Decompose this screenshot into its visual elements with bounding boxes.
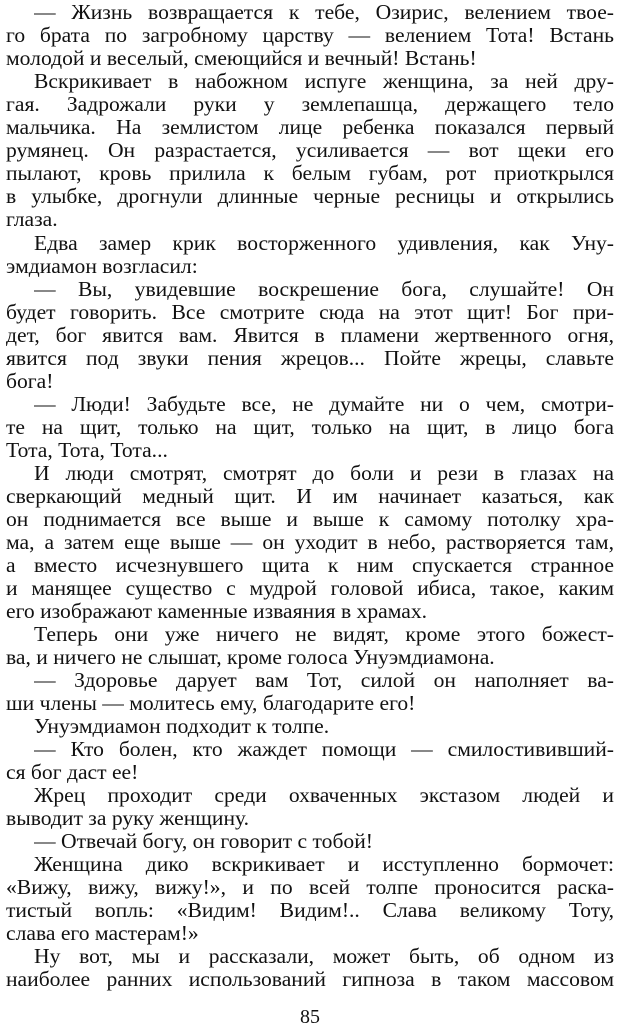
- text-line: тистый вопль: «Видим! Видим!.. Слава великому Тоту,: [6, 898, 614, 922]
- text-line: — Отвечай богу, он говорит с тобой!: [34, 829, 373, 853]
- text-line: Едва замер крик восторженного удивления, как Уну-: [34, 231, 614, 255]
- text-line: Женщина дико вскрикивает и исступленно бормочет:: [34, 852, 614, 876]
- text-line: — Кто болен, кто жаждет помощи — смилостививший-: [34, 737, 614, 761]
- text-line: пылают, кровь прилила к белым губам, рот приоткрылся: [6, 161, 614, 185]
- text-line: Тота, Тота, Тота...: [6, 438, 168, 462]
- text-line: ся бог даст ее!: [6, 760, 139, 784]
- text-line: он поднимается все выше и выше к самому потолку хра-: [6, 507, 614, 531]
- text-line: — Люди! Забудьте все, не думайте ни о чем, смотри-: [34, 392, 614, 416]
- text-line: ши члены — молитесь ему, благодарите его!: [6, 691, 416, 715]
- text-line: сверкающий медный щит. И им начинает казаться, как: [6, 484, 614, 508]
- text-line: мальчика. На землистом лице ребенка показался первый: [6, 115, 614, 139]
- text-line: слава его мастерам!»: [6, 921, 199, 945]
- text-line: — Вы, увидевшие воскрешение бога, слушайте! Он: [34, 277, 614, 301]
- text-line: молодой и веселый, смеющийся и вечный! Встань!: [6, 46, 477, 70]
- text-line: ва, и ничего не слышат, кроме голоса Унуэмдиамона.: [6, 645, 495, 669]
- text-line: Вскрикивает в набожном испуге женщина, за ней дру-: [34, 69, 614, 93]
- text-line: Унуэмдиамон подходит к толпе.: [34, 714, 330, 738]
- text-line: Жрец проходит среди охваченных экстазом людей и: [34, 783, 614, 807]
- text-line: те на щит, только на щит, только на щит, в лицо бога: [6, 415, 614, 439]
- text-line: эмдиамон возгласил:: [6, 254, 198, 278]
- text-line: явится под звуки пения жрецов... Пойте жрецы, славьте: [6, 346, 614, 370]
- text-line: будет говорить. Все смотрите сюда на этот щит! Бог при-: [6, 300, 614, 324]
- text-line: Ну вот, мы и рассказали, может быть, об одном из: [34, 944, 614, 968]
- text-line: бога!: [6, 369, 54, 393]
- text-line: его изображают каменные изваяния в храмах.: [6, 599, 428, 623]
- text-line: «Вижу, вижу, вижу!», и по всей толпе проносится раска-: [6, 875, 614, 899]
- text-line: румянец. Он разрастается, усиливается — вот щеки его: [6, 138, 614, 162]
- text-line: глаза.: [6, 207, 58, 231]
- text-line: в улыбке, дрогнули длинные черные ресницы и открылись: [6, 184, 614, 208]
- text-line: — Жизнь возвращается к тебе, Озирис, велением твое-: [34, 0, 614, 24]
- text-line: дет, бог явится вам. Явится в пламени жертвенного огня,: [6, 323, 614, 347]
- text-line: а вместо исчезнувшего щита к ним спускается странное: [6, 553, 614, 577]
- text-line: — Здоровье дарует вам Тот, силой он наполняет ва-: [34, 668, 614, 692]
- text-line: Теперь они уже ничего не видят, кроме этого божест-: [34, 622, 614, 646]
- text-line: гая. Задрожали руки у землепашца, держащего тело: [6, 92, 614, 116]
- page-number: 85: [300, 1006, 320, 1028]
- text-line: и манящее существо с мудрой головой ибиса, такое, каким: [6, 576, 614, 600]
- text-line: И люди смотрят, смотрят до боли и рези в глазах на: [34, 461, 614, 485]
- text-line: го брата по загробному царству — велением Тота! Встань: [6, 23, 614, 47]
- text-line: наиболее ранних использований гипноза в таком массовом: [6, 967, 614, 991]
- text-line: ма, а затем еще выше — он уходит в небо, растворяется там,: [6, 530, 614, 554]
- text-line: выводит за руку женщину.: [6, 806, 250, 830]
